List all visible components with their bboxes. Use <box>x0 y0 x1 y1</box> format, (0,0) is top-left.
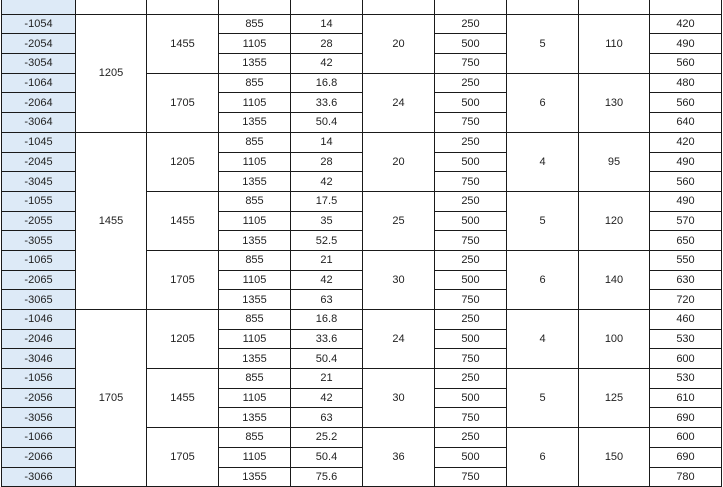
x2-cell: 63 <box>291 290 363 310</box>
model-code-cell: -3064 <box>2 113 76 133</box>
x4-cell: 720 <box>650 290 722 310</box>
model-code-cell: -1046 <box>2 310 76 330</box>
group-b-cell <box>147 0 219 14</box>
x1-cell: 1105 <box>219 93 291 113</box>
c-cell: 24 <box>363 310 435 369</box>
x4-cell: 570 <box>650 211 722 231</box>
model-code-cell: -3055 <box>2 231 76 251</box>
e-cell: 125 <box>579 369 650 428</box>
x1-cell: 1355 <box>219 349 291 369</box>
x1-cell: 855 <box>219 310 291 330</box>
x3-cell: 750 <box>435 467 507 487</box>
x2-cell: 16.8 <box>291 310 363 330</box>
model-code-cell: -3046 <box>2 349 76 369</box>
model-code-cell: -1045 <box>2 132 76 152</box>
x2-cell: 21 <box>291 369 363 389</box>
x2-cell: 33.6 <box>291 329 363 349</box>
x3-cell: 500 <box>435 34 507 54</box>
table-row <box>2 14 722 34</box>
x4-cell: 420 <box>650 132 722 152</box>
model-code-cell: -1056 <box>2 369 76 389</box>
d-cell: 6 <box>507 73 579 132</box>
c-cell <box>363 0 435 14</box>
model-code-cell: -3056 <box>2 408 76 428</box>
model-code-cell: -3045 <box>2 172 76 192</box>
x3-cell: 750 <box>435 113 507 133</box>
d-cell: 4 <box>507 132 579 191</box>
x3-cell: 500 <box>435 211 507 231</box>
x2-cell: 17.5 <box>291 191 363 211</box>
x2-cell: 21 <box>291 250 363 270</box>
group-a-cell: 1455 <box>76 132 147 309</box>
x4-cell: 640 <box>650 113 722 133</box>
spec-table <box>1 0 722 487</box>
group-b-cell: 1705 <box>147 428 219 487</box>
x4-cell: 490 <box>650 152 722 172</box>
d-cell: 6 <box>507 250 579 309</box>
x4-cell: 460 <box>650 310 722 330</box>
x3-cell: 250 <box>435 73 507 93</box>
x2-cell: 35 <box>291 211 363 231</box>
group-b-cell: 1705 <box>147 73 219 132</box>
x1-cell: 855 <box>219 132 291 152</box>
x3-cell: 250 <box>435 132 507 152</box>
x4-cell: 560 <box>650 93 722 113</box>
group-a-cell: 1705 <box>76 310 147 487</box>
x2-cell: 16.8 <box>291 73 363 93</box>
x1-cell: 855 <box>219 73 291 93</box>
x3-cell: 500 <box>435 329 507 349</box>
table-row <box>2 132 722 152</box>
x1-cell: 1105 <box>219 152 291 172</box>
x1-cell: 855 <box>219 250 291 270</box>
x1-cell: 1355 <box>219 290 291 310</box>
c-cell: 30 <box>363 369 435 428</box>
x1-cell: 855 <box>219 428 291 448</box>
x2-cell: 14 <box>291 132 363 152</box>
x4-cell <box>650 0 722 14</box>
x3-cell: 250 <box>435 369 507 389</box>
x1-cell: 1355 <box>219 54 291 74</box>
model-code-cell: -2054 <box>2 34 76 54</box>
e-cell: 150 <box>579 428 650 487</box>
x3-cell: 750 <box>435 231 507 251</box>
d-cell: 4 <box>507 310 579 369</box>
group-b-cell: 1455 <box>147 14 219 73</box>
x4-cell: 600 <box>650 428 722 448</box>
x2-cell: 42 <box>291 172 363 192</box>
x1-cell: 855 <box>219 14 291 34</box>
x3-cell: 500 <box>435 447 507 467</box>
c-cell: 36 <box>363 428 435 487</box>
x4-cell: 780 <box>650 467 722 487</box>
group-a-cell <box>76 0 147 14</box>
x4-cell: 560 <box>650 54 722 74</box>
x1-cell: 855 <box>219 191 291 211</box>
d-cell: 5 <box>507 369 579 428</box>
x2-cell: 42 <box>291 270 363 290</box>
model-code-cell: -2064 <box>2 93 76 113</box>
group-b-cell: 1455 <box>147 369 219 428</box>
x2-cell: 52.5 <box>291 231 363 251</box>
x4-cell: 630 <box>650 270 722 290</box>
x1-cell: 1105 <box>219 447 291 467</box>
x3-cell: 750 <box>435 349 507 369</box>
model-code-cell: -2055 <box>2 211 76 231</box>
model-code-cell: -2066 <box>2 447 76 467</box>
c-cell: 25 <box>363 191 435 250</box>
model-code-cell <box>2 0 76 14</box>
x1-cell: 855 <box>219 369 291 389</box>
group-a-cell: 1205 <box>76 14 147 132</box>
e-cell: 100 <box>579 310 650 369</box>
x4-cell: 550 <box>650 250 722 270</box>
model-code-cell: -1066 <box>2 428 76 448</box>
model-code-cell: -1065 <box>2 250 76 270</box>
table-row <box>2 0 722 14</box>
d-cell: 5 <box>507 14 579 73</box>
model-code-cell: -2065 <box>2 270 76 290</box>
x3-cell: 250 <box>435 14 507 34</box>
model-code-cell: -1054 <box>2 14 76 34</box>
model-code-cell: -3054 <box>2 54 76 74</box>
model-code-cell: -1055 <box>2 191 76 211</box>
x2-cell: 28 <box>291 34 363 54</box>
x3-cell: 250 <box>435 191 507 211</box>
x3-cell: 750 <box>435 54 507 74</box>
x3-cell: 500 <box>435 93 507 113</box>
x2-cell: 50.4 <box>291 349 363 369</box>
x1-cell: 1105 <box>219 34 291 54</box>
x2-cell: 50.4 <box>291 447 363 467</box>
x2-cell: 25.2 <box>291 428 363 448</box>
c-cell: 20 <box>363 14 435 73</box>
x1-cell: 1105 <box>219 329 291 349</box>
d-cell <box>507 0 579 14</box>
x1-cell: 1105 <box>219 270 291 290</box>
x3-cell: 750 <box>435 408 507 428</box>
e-cell: 130 <box>579 73 650 132</box>
x1-cell <box>219 0 291 14</box>
d-cell: 5 <box>507 191 579 250</box>
c-cell: 30 <box>363 250 435 309</box>
c-cell: 20 <box>363 132 435 191</box>
x1-cell: 1355 <box>219 408 291 428</box>
x1-cell: 1355 <box>219 172 291 192</box>
x3-cell <box>435 0 507 14</box>
group-b-cell: 1205 <box>147 132 219 191</box>
x3-cell: 250 <box>435 428 507 448</box>
table-row <box>2 310 722 330</box>
x3-cell: 500 <box>435 152 507 172</box>
model-code-cell: -3065 <box>2 290 76 310</box>
x2-cell <box>291 0 363 14</box>
x2-cell: 42 <box>291 54 363 74</box>
x4-cell: 610 <box>650 388 722 408</box>
x4-cell: 560 <box>650 172 722 192</box>
e-cell <box>579 0 650 14</box>
x4-cell: 490 <box>650 34 722 54</box>
x2-cell: 50.4 <box>291 113 363 133</box>
model-code-cell: -2056 <box>2 388 76 408</box>
x3-cell: 250 <box>435 310 507 330</box>
x4-cell: 420 <box>650 14 722 34</box>
x4-cell: 530 <box>650 329 722 349</box>
x2-cell: 42 <box>291 388 363 408</box>
x4-cell: 480 <box>650 73 722 93</box>
x3-cell: 250 <box>435 250 507 270</box>
x3-cell: 750 <box>435 172 507 192</box>
x4-cell: 690 <box>650 447 722 467</box>
x4-cell: 690 <box>650 408 722 428</box>
group-b-cell: 1455 <box>147 191 219 250</box>
model-code-cell: -2046 <box>2 329 76 349</box>
e-cell: 95 <box>579 132 650 191</box>
model-code-cell: -3066 <box>2 467 76 487</box>
x2-cell: 63 <box>291 408 363 428</box>
x4-cell: 530 <box>650 369 722 389</box>
e-cell: 120 <box>579 191 650 250</box>
e-cell: 110 <box>579 14 650 73</box>
x3-cell: 750 <box>435 290 507 310</box>
c-cell: 24 <box>363 73 435 132</box>
x3-cell: 500 <box>435 388 507 408</box>
x2-cell: 75.6 <box>291 467 363 487</box>
x1-cell: 1355 <box>219 467 291 487</box>
x2-cell: 28 <box>291 152 363 172</box>
x1-cell: 1355 <box>219 113 291 133</box>
model-code-cell: -2045 <box>2 152 76 172</box>
group-b-cell: 1705 <box>147 250 219 309</box>
x1-cell: 1355 <box>219 231 291 251</box>
x3-cell: 500 <box>435 270 507 290</box>
x4-cell: 490 <box>650 191 722 211</box>
x1-cell: 1105 <box>219 211 291 231</box>
model-code-cell: -1064 <box>2 73 76 93</box>
d-cell: 6 <box>507 428 579 487</box>
x4-cell: 650 <box>650 231 722 251</box>
x2-cell: 14 <box>291 14 363 34</box>
x4-cell: 600 <box>650 349 722 369</box>
e-cell: 140 <box>579 250 650 309</box>
x2-cell: 33.6 <box>291 93 363 113</box>
group-b-cell: 1205 <box>147 310 219 369</box>
x1-cell: 1105 <box>219 388 291 408</box>
